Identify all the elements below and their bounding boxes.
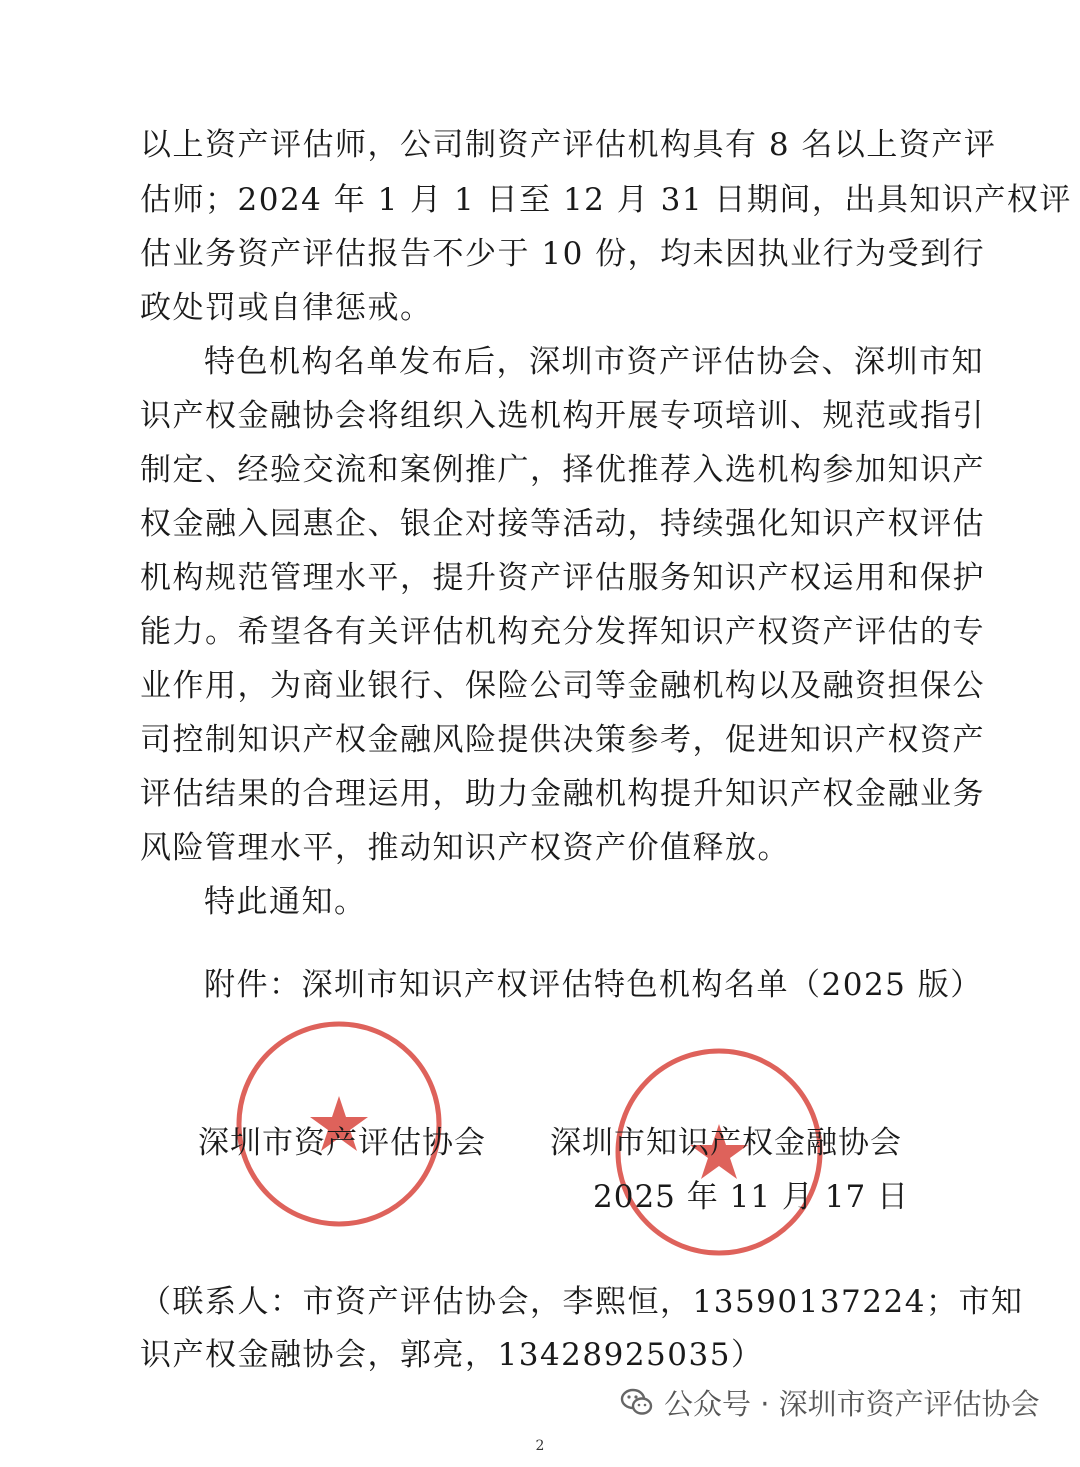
signature-org-2: 深圳市知识产权金融协会	[550, 1125, 902, 1161]
body-line: 估业务资产评估报告不少于 10 份，均未因执业行为受到行	[140, 236, 986, 272]
attachment-line: 附件：深圳市知识产权评估特色机构名单（2025 版）	[204, 967, 983, 1003]
body-line: 业作用，为商业银行、保险公司等金融机构以及融资担保公	[140, 668, 985, 704]
contact-line: 识产权金融协会，郭亮，13428925035）	[140, 1337, 764, 1373]
body-line: 估师；2024 年 1 月 1 日至 12 月 31 日期间，出具知识产权评	[140, 182, 1072, 218]
body-line: 司控制知识产权金融风险提供决策参考，促进知识产权资产	[140, 722, 985, 758]
body-line: 政处罚或自律惩戒。	[140, 290, 433, 326]
body-line: 机构规范管理水平，提升资产评估服务知识产权运用和保护	[140, 560, 985, 596]
body-line: 权金融入园惠企、银企对接等活动，持续强化知识产权评估	[140, 506, 985, 542]
body-line: 评估结果的合理运用，助力金融机构提升知识产权金融业务	[140, 776, 985, 812]
page-number: 2	[535, 1438, 545, 1454]
closing-line: 特此通知。	[204, 884, 367, 920]
contact-line: （联系人：市资产评估协会，李熙恒，13590137224；市知	[140, 1284, 1024, 1320]
body-line: 能力。希望各有关评估机构充分发挥知识产权资产评估的专	[140, 614, 985, 650]
body-line: 制定、经验交流和案例推广，择优推荐入选机构参加知识产	[140, 452, 985, 488]
body-line: 风险管理水平，推动知识产权资产价值释放。	[140, 830, 790, 866]
body-line: 特色机构名单发布后，深圳市资产评估协会、深圳市知	[204, 344, 984, 380]
body-line: 识产权金融协会将组织入选机构开展专项培训、规范或指引	[140, 398, 985, 434]
signature-date: 2025 年 11 月 17 日	[593, 1179, 910, 1215]
wechat-watermark	[620, 1380, 1040, 1424]
signature-org-1: 深圳市资产评估协会	[198, 1125, 486, 1161]
body-line: 以上资产评估师，公司制资产评估机构具有 8 名以上资产评	[140, 127, 997, 163]
wechat-icon	[620, 1385, 654, 1419]
watermark-text: 公众号 · 深圳市资产评估协会	[664, 1386, 1040, 1421]
